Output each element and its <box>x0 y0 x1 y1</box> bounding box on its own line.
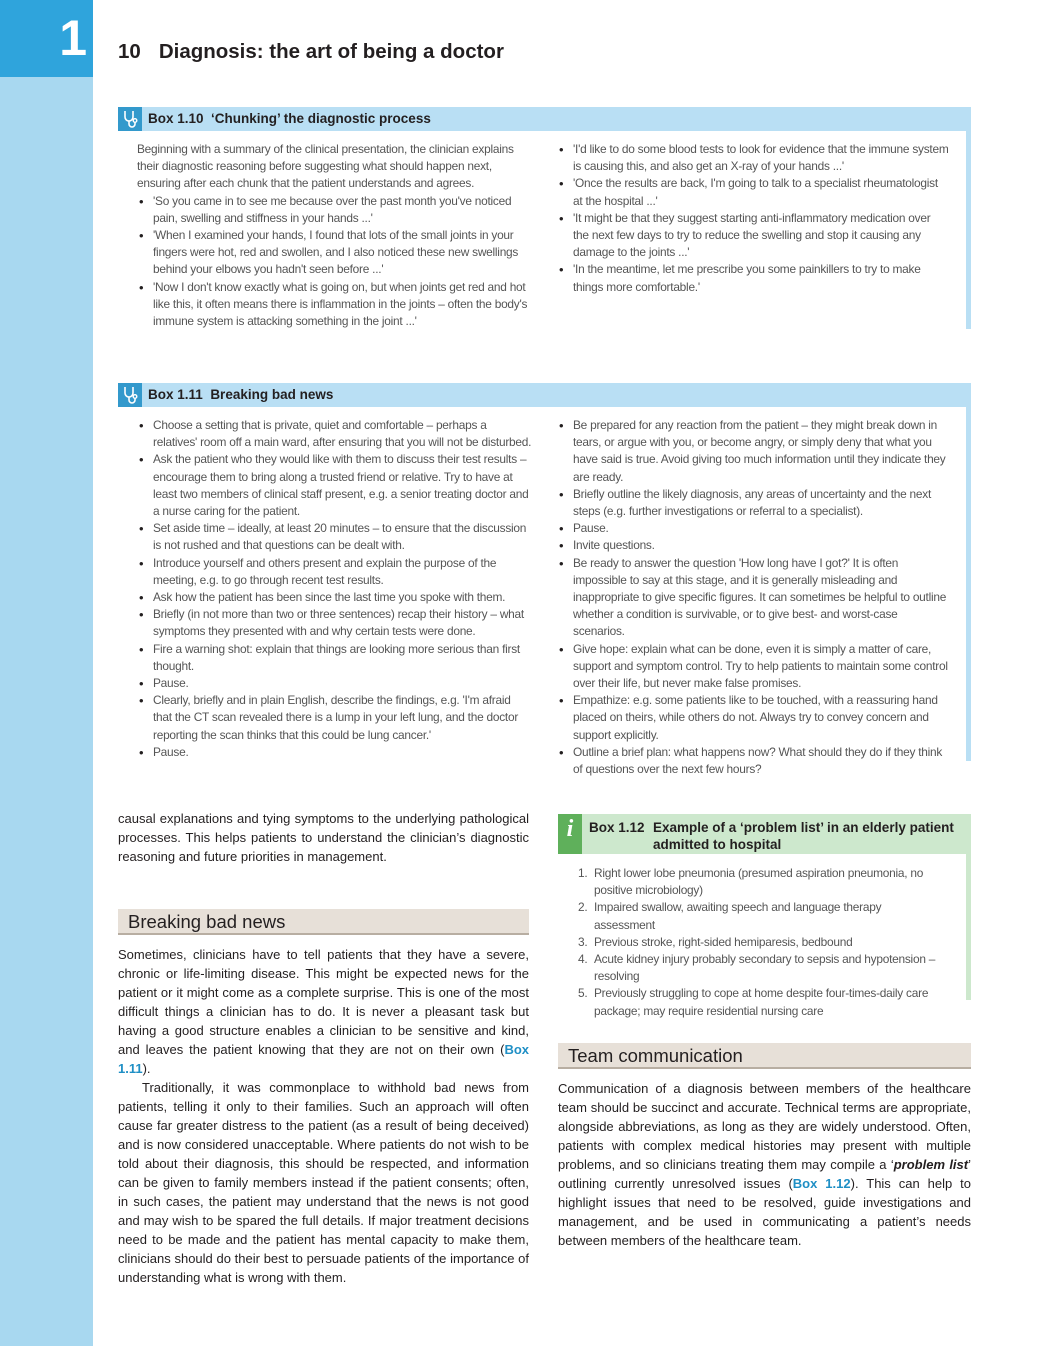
item-text: Acute kidney injury probably secondary to sepsis and hypotension – resolving <box>594 952 936 984</box>
list-item: • 'It might be that they suggest starting anti-inflammatory medication over the next few days to try to reduce the swelling and stop it causing any damage to the joints ...' <box>557 210 949 262</box>
text: ). This can help to highlight issues that need to be resolved, guide investigations and management, and be used in communicating a patient’s needs between members of the healthcare team. <box>558 1176 972 1248</box>
list-item: • Set aside time – ideally, at least 20 minutes – to ensure that the discussion is not rushed and that questions can be dealt with. <box>137 520 532 554</box>
list-item: • Be prepared for any reaction from the patient – they might break down in tears, or argue with you, or become angry, or simply deny that what you have said is true. Avoid giving too much information until they indicate they are ready. <box>557 417 949 486</box>
item-number: 2. <box>578 900 588 915</box>
list-item: • Pause. <box>557 520 949 537</box>
list-item <box>578 899 938 933</box>
item-text: Previously struggling to cope at home despite four-times-daily care package; may require residential nursing care <box>594 986 929 1018</box>
item-text: Right lower lobe pneumonia (presumed aspiration pneumonia, no positive microbiology) <box>594 866 924 898</box>
text: ’ outlining currently unresolved issues ( <box>558 1157 971 1191</box>
paragraph: Traditionally, it was commonplace to withhold bad news from patients, telling it only to their families. Such an approach will often cause far greater distress to the patient (as a result of being deceived) and is now considered unacceptable. Where patients do not wish to be told about their diagnosis, this should be respected, and information can be given to family members instead if the patient consents; often, in such cases, the patient may understand that the news is not good and may wish to be spared the full details. If major treatment decisions need to be made and the patient has mental capacity to make them, clinicians should do their best to persuade patients of the importance of understanding what is wrong with them. <box>118 1080 529 1285</box>
box-1-11-link[interactable]: Box 1.11 <box>118 1042 529 1076</box>
box-title-text: Breaking bad news <box>210 387 334 402</box>
list-item: • Be ready to answer the question 'How long have I got?' It is often impossible to say at this stage, and it is generally misleading and inappropriate to give specific figures. It can sometimes be helpful to outline whether a condition is survivable, or to give best- and worst-case scenarios. <box>557 555 949 641</box>
box-1-10-left-column <box>137 141 532 330</box>
list-item <box>578 985 938 1019</box>
box-edge <box>966 383 971 761</box>
item-number: 3. <box>578 934 588 949</box>
list-item: • Choose a setting that is private, quiet and comfortable – perhaps a relatives' room off a main ward, after ensuring that you will not be disturbed. <box>137 417 532 451</box>
box-1-12-title <box>589 819 964 853</box>
list-item: • 'So you came in to see me because over the past month you've noticed pain, swelling and stiffness in your hands ...' <box>137 193 532 227</box>
box-1-11-title <box>148 387 333 402</box>
paragraph <box>558 1079 971 1250</box>
info-icon: i <box>558 814 582 854</box>
box-title-line2: admitted to hospital <box>653 837 782 852</box>
list-item: • Briefly (in not more than two or three sentences) recap their history – what symptoms they presented with and why certain tests were done. <box>137 606 532 640</box>
box-1-11 <box>118 383 971 777</box>
list-item: • Invite questions. <box>557 537 949 554</box>
box-1-12-link[interactable]: Box 1.12 <box>792 1176 851 1191</box>
item-number: 1. <box>578 866 588 880</box>
box-edge <box>966 814 971 1000</box>
box-label: Box 1.10 <box>148 111 204 126</box>
box-1-10 <box>118 107 971 329</box>
list-item: • 'Once the results are back, I'm going to talk to a specialist rheumatologist at the hospital ...' <box>557 175 949 209</box>
item-text: Impaired swallow, awaiting speech and language therapy assessment <box>594 900 882 932</box>
list-item: • 'In the meantime, let me prescribe you some painkillers to try to make things more comfortable.' <box>557 261 949 295</box>
box-label: Box 1.11 <box>148 387 203 402</box>
item-number: 4. <box>578 952 588 967</box>
paragraph <box>118 945 529 1078</box>
team-communication-body <box>558 1079 971 1250</box>
list-item: • Pause. <box>137 675 532 692</box>
box-1-12 <box>558 814 971 1018</box>
list-item <box>578 934 938 951</box>
breaking-bad-news-body <box>118 945 529 1287</box>
list-item: • Ask the patient who they would like with them to discuss their test results – encourage them to bring along a trusted friend or relative. Try to have at least two members of clinical staff present, e.g. a senior treating doctor and a nurse caring for the patient. <box>137 451 532 520</box>
list-item: • Fire a warning shot: explain that things are looking more serious than first thought. <box>137 641 532 675</box>
list-item <box>578 865 938 899</box>
list-item: • Give hope: explain what can be done, even it is simply a matter of care, support and symptom control. Try to help patients to maintain some control over their life, but never make false promises. <box>557 641 949 693</box>
list-item: • 'Now I don't know exactly what is going on, but when joints get red and hot like this, it often means there is inflammation in the joints – often the body's immune system is attacking something in the joint ...' <box>137 279 532 331</box>
emphasis: problem list <box>893 1157 969 1172</box>
box-1-10-intro: Beginning with a summary of the clinical presentation, the clinician explains their diagnostic reasoning before suggesting what should happen next, ensuring after each chunk that the patient understands and agrees. <box>137 142 514 191</box>
list-item: • Empathize: e.g. some patients like to be touched, with a reassuring hand placed on theirs, while others do not. Always try to convey concern and support explicitly. <box>557 692 949 744</box>
chapter-number: 1 <box>0 0 93 77</box>
running-title: Diagnosis: the art of being a doctor <box>158 40 504 63</box>
section-heading-breaking-bad-news: Breaking bad news <box>118 909 529 935</box>
continuation-paragraph <box>118 809 529 866</box>
running-header <box>118 40 504 64</box>
text: ). <box>142 1061 151 1076</box>
stethoscope-icon <box>118 383 142 407</box>
box-1-10-title <box>148 111 431 126</box>
stethoscope-icon <box>118 107 142 131</box>
box-edge <box>966 107 971 329</box>
item-number: 5. <box>578 986 588 1001</box>
box-label: Box 1.12 <box>589 820 645 835</box>
text: Sometimes, clinicians have to tell patients that they have a severe, chronic or life-limiting disease. This might be expected news for the patient or it might come as a complete surprise. This is one of the most difficult things a clinician has to do. It is never a pleasant task but having a good structure enables a clinician to be sensitive and kind, and leaves the patient knowing that they are not on their own ( <box>118 947 529 1057</box>
list-item: • 'I'd like to do some blood tests to look for evidence that the immune system is causing this, and also get an X-ray of your hands ...' <box>557 141 949 175</box>
list-item: • Outline a brief plan: what happens now? What should they do if they think of questions over the next few hours? <box>557 744 949 778</box>
problem-list <box>578 865 938 1020</box>
list-item: • Briefly outline the likely diagnosis, any areas of uncertainty and the next steps (e.g. further investigations or referral to a specialist). <box>557 486 949 520</box>
list-item: • Pause. <box>137 744 532 761</box>
chapter-sidebar <box>0 0 93 1346</box>
list-item: • Introduce yourself and others present and explain the purpose of the meeting, e.g. to go through recent test results. <box>137 555 532 589</box>
section-heading-team-communication: Team communication <box>558 1043 971 1069</box>
page-number: 10 <box>118 40 141 63</box>
box-title-text: ‘Chunking’ the diagnostic process <box>211 111 431 126</box>
list-item: • Clearly, briefly and in plain English, describe the findings, e.g. 'I'm afraid that the CT scan revealed there is a lump in your left lung, and the doctor reporting the scan thinks that this could be lung cancer.' <box>137 692 532 744</box>
list-item: • 'When I examined your hands, I found that lots of the small joints in your fingers were hot, red and swollen, and I also noticed these new swellings behind your elbows you hadn't seen before ...' <box>137 227 532 279</box>
box-1-10-right-column <box>557 141 949 296</box>
box-title-line1: Example of a ‘problem list’ in an elderly patient <box>653 820 954 835</box>
box-1-11-right-column <box>557 417 949 778</box>
text: Communication of a diagnosis between members of the healthcare team should be succinct and accurate. Technical terms are appropriate, alongside abbreviations, as long as they are widely understood. Often, patients with complex medical histories may present with multiple problems, and so clinicians treating them may compile a ‘ <box>558 1081 971 1172</box>
paragraph: causal explanations and tying symptoms to the underlying pathological processes. This helps patients to understand the clinician’s diagnostic reasoning and future priorities in management. <box>118 811 529 864</box>
list-item <box>578 951 938 985</box>
box-1-11-left-column <box>137 417 532 761</box>
list-item: • Ask how the patient has been since the last time you spoke with them. <box>137 589 532 606</box>
item-text: Previous stroke, right-sided hemiparesis, bedbound <box>594 934 853 949</box>
